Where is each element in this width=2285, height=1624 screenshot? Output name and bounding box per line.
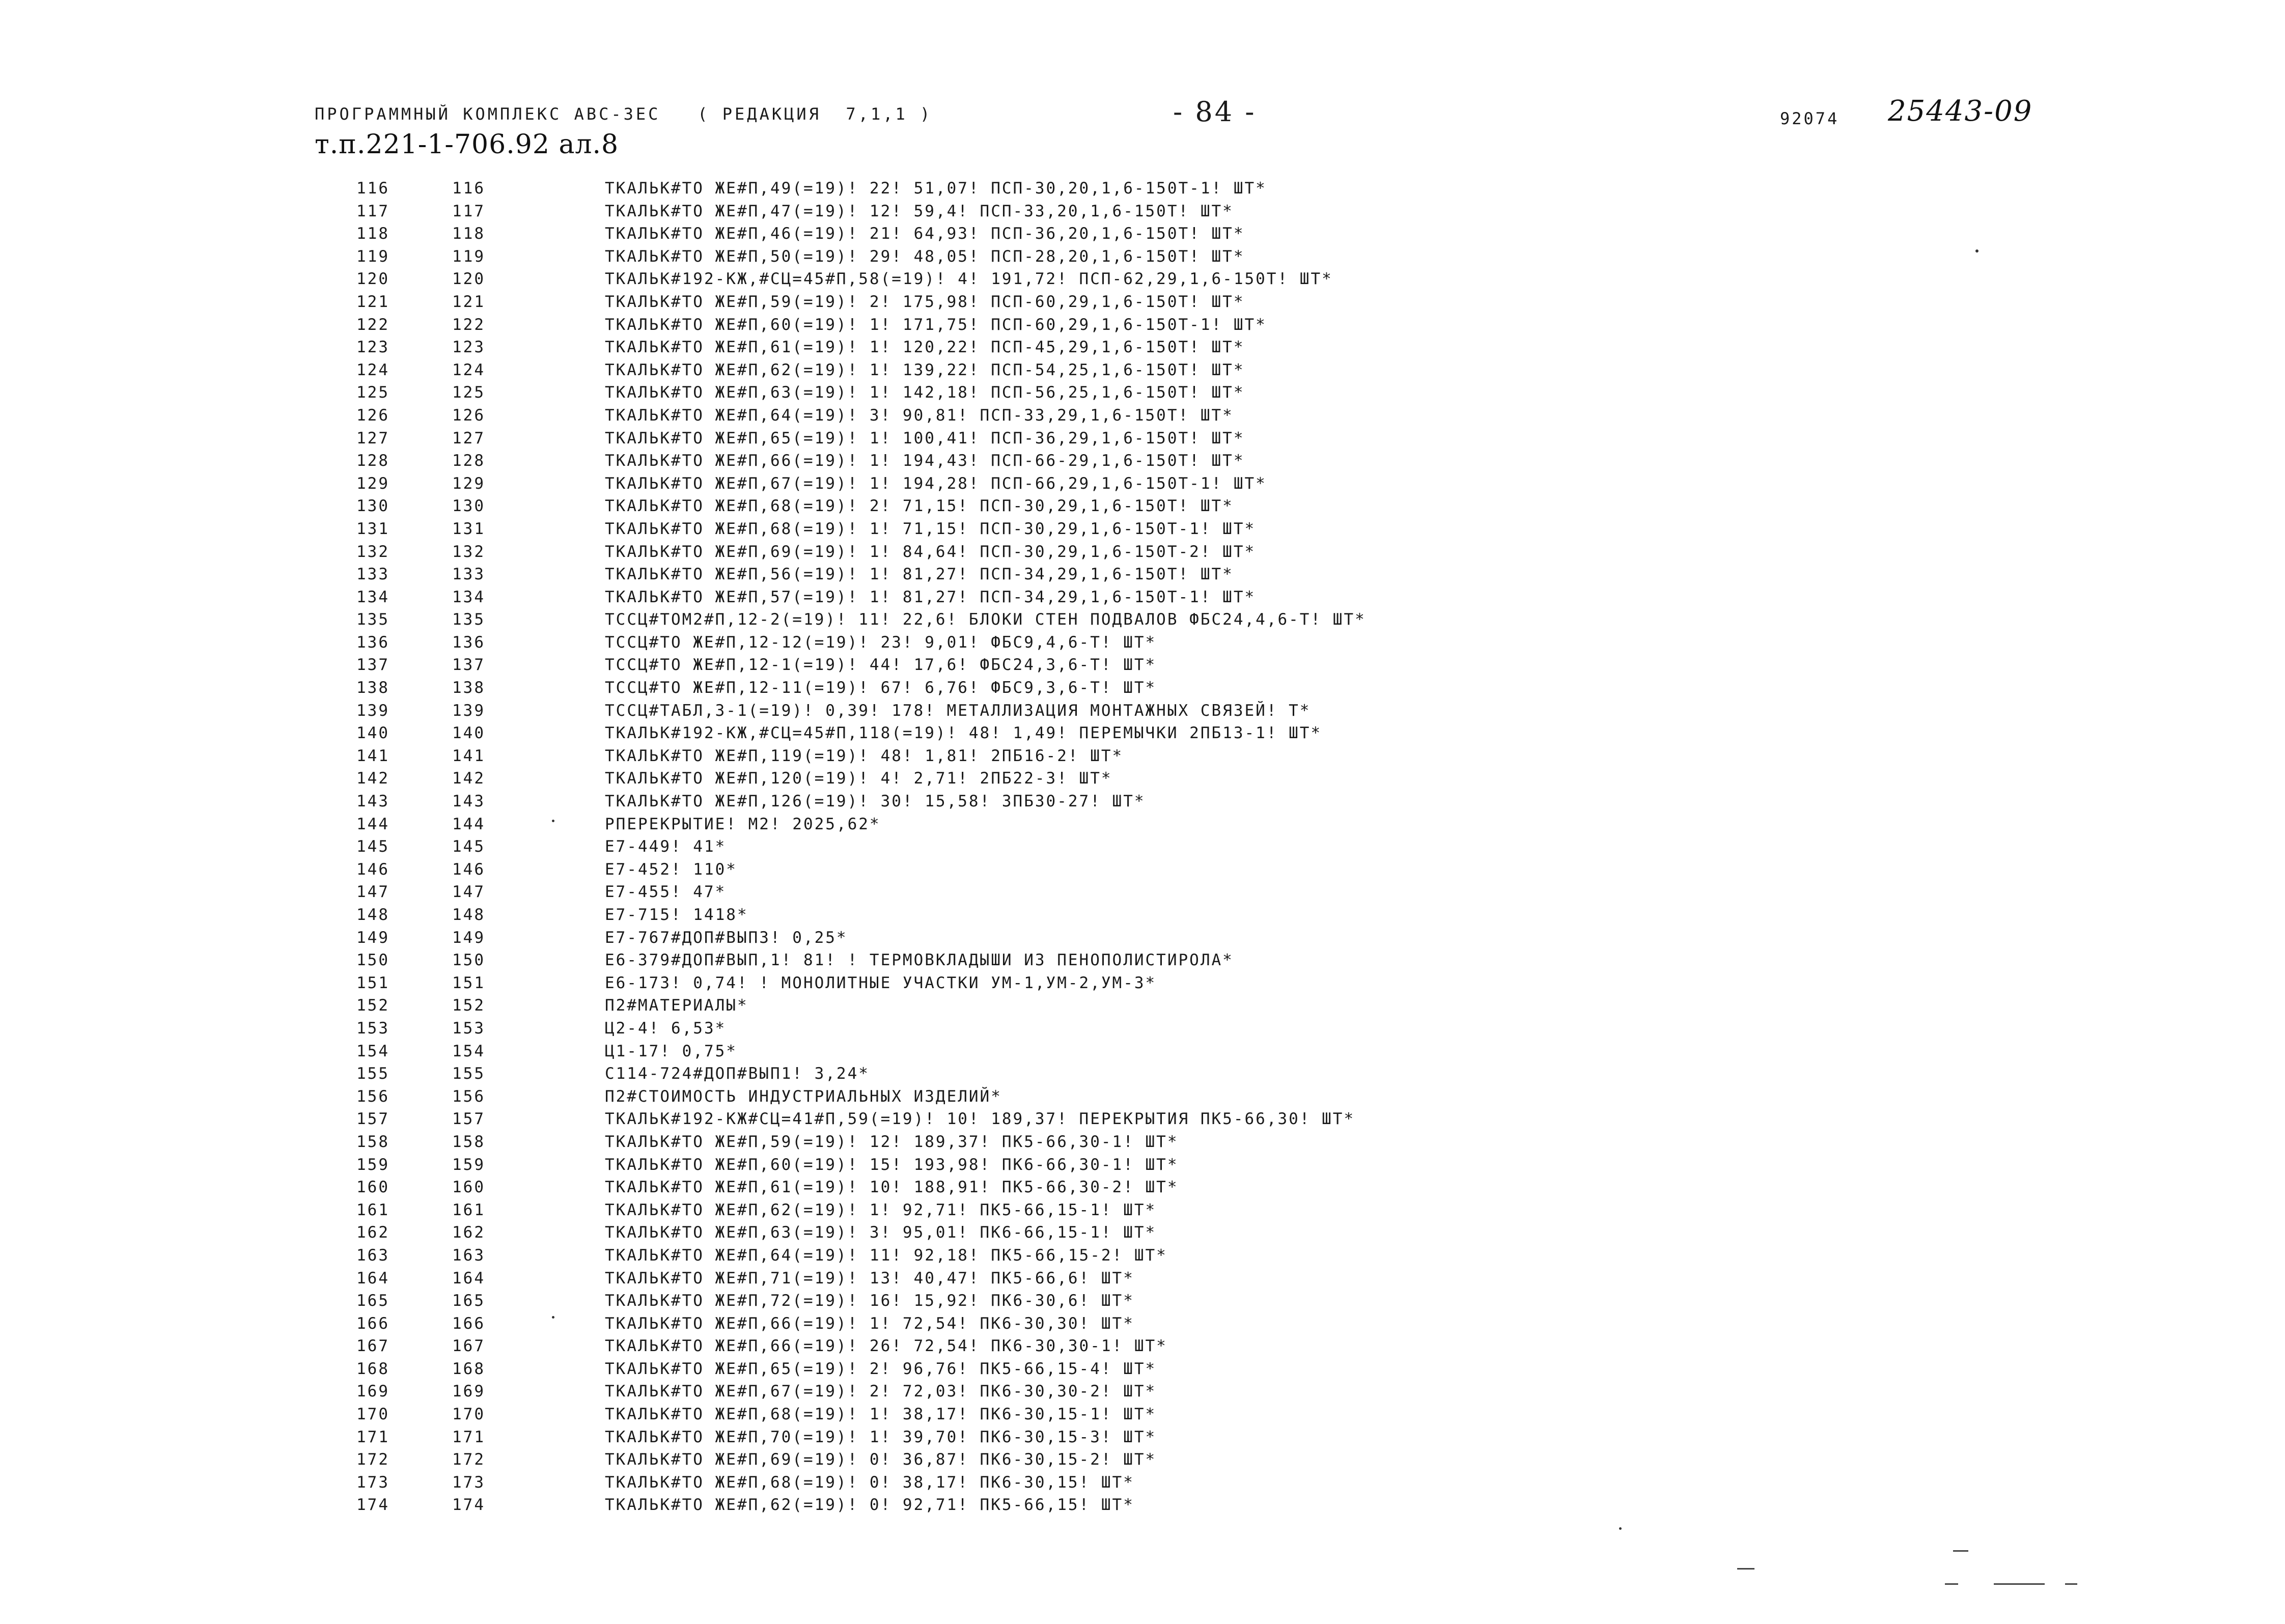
row-number: 152	[356, 996, 389, 1015]
row-statement: ТКАЛЬК#ТО ЖЕ#П,66(=19)! 26! 72,54! ПК6-30,30-1! ШТ*	[605, 1337, 1167, 1356]
listing-row	[0, 1110, 2285, 1133]
row-number: 134	[356, 587, 389, 606]
row-line-number: 129	[452, 474, 485, 493]
listing-row	[0, 497, 2285, 520]
scan-mark	[1994, 1583, 2045, 1585]
listing-row	[0, 1473, 2285, 1496]
listing-row	[0, 633, 2285, 656]
row-line-number: 156	[452, 1087, 485, 1106]
listing-row	[0, 1156, 2285, 1179]
row-number: 144	[356, 815, 389, 833]
row-number: 127	[356, 429, 389, 447]
listing-row	[0, 247, 2285, 270]
listing-row	[0, 406, 2285, 429]
row-number: 122	[356, 315, 389, 334]
row-number: 148	[356, 906, 389, 924]
listing-row	[0, 679, 2285, 702]
listing-row	[0, 383, 2285, 406]
row-line-number: 133	[452, 565, 485, 584]
listing-rows	[0, 179, 2285, 1519]
row-line-number: 122	[452, 315, 485, 334]
scan-mark	[2065, 1583, 2077, 1585]
document-subtitle: т.п.221-1-706.92 ал.8	[315, 129, 619, 160]
row-statement: Е7-767#ДОП#ВЫП3! 0,25*	[605, 928, 848, 947]
listing-row	[0, 1405, 2285, 1428]
row-statement: Ц2-4! 6,53*	[605, 1019, 727, 1038]
listing-row	[0, 1292, 2285, 1314]
row-number: 164	[356, 1269, 389, 1287]
row-line-number: 128	[452, 452, 485, 470]
row-statement: ТКАЛЬК#ТО ЖЕ#П,62(=19)! 0! 92,71! ПК5-66,15! ШТ*	[605, 1496, 1134, 1515]
row-line-number: 142	[452, 769, 485, 788]
row-line-number: 152	[452, 996, 485, 1015]
row-number: 170	[356, 1405, 389, 1424]
row-line-number: 150	[452, 951, 485, 970]
row-statement: ТКАЛЬК#ТО ЖЕ#П,57(=19)! 1! 81,27! ПСП-34,29,1,6-150Т-1! ШТ*	[605, 587, 1256, 606]
row-number: 141	[356, 746, 389, 765]
listing-row	[0, 1042, 2285, 1065]
row-number: 149	[356, 928, 389, 947]
listing-row	[0, 474, 2285, 497]
row-number: 158	[356, 1132, 389, 1151]
row-line-number: 120	[452, 270, 485, 289]
listing-row	[0, 1382, 2285, 1405]
row-number: 128	[356, 452, 389, 470]
row-statement: ТКАЛЬК#ТО ЖЕ#П,62(=19)! 1! 92,71! ПК5-66,15-1! ШТ*	[605, 1200, 1157, 1219]
listing-row	[0, 225, 2285, 247]
row-statement: ТКАЛЬК#ТО ЖЕ#П,60(=19)! 1! 171,75! ПСП-60,29,1,6-150Т-1! ШТ*	[605, 315, 1267, 334]
row-line-number: 151	[452, 973, 485, 992]
listing-row	[0, 974, 2285, 997]
row-number: 135	[356, 610, 389, 629]
row-line-number: 141	[452, 746, 485, 765]
row-statement: ТКАЛЬК#ТО ЖЕ#П,61(=19)! 10! 188,91! ПК5-66,30-2! ШТ*	[605, 1178, 1179, 1197]
row-line-number: 123	[452, 338, 485, 357]
row-line-number: 171	[452, 1427, 485, 1446]
listing-row	[0, 1269, 2285, 1292]
listing-row	[0, 1133, 2285, 1156]
row-statement: РПЕРЕКРЫТИЕ! М2! 2025,62*	[605, 815, 881, 833]
row-statement: П2#МАТЕРИАЛЫ*	[605, 996, 748, 1015]
listing-row	[0, 202, 2285, 225]
row-number: 133	[356, 565, 389, 584]
listing-row	[0, 520, 2285, 543]
row-statement: ТКАЛЬК#ТО ЖЕ#П,67(=19)! 1! 194,28! ПСП-66,29,1,6-150Т-1! ШТ*	[605, 474, 1267, 493]
row-number: 150	[356, 951, 389, 970]
row-statement: ТССЦ#ТОМ2#П,12-2(=19)! 11! 22,6! БЛОКИ СТЕН ПОДВАЛОВ ФБС24,4,6-Т! ШТ*	[605, 610, 1366, 629]
row-number: 167	[356, 1337, 389, 1356]
row-number: 136	[356, 633, 389, 652]
page-number: - 84 -	[1173, 96, 1257, 128]
row-statement: ТКАЛЬК#ТО ЖЕ#П,68(=19)! 1! 71,15! ПСП-30,29,1,6-150Т-1! ШТ*	[605, 519, 1256, 538]
row-line-number: 145	[452, 837, 485, 856]
row-line-number: 126	[452, 406, 485, 425]
row-line-number: 153	[452, 1019, 485, 1038]
row-statement: ТКАЛЬК#ТО ЖЕ#П,65(=19)! 1! 100,41! ПСП-36,29,1,6-150Т! ШТ*	[605, 429, 1245, 447]
row-line-number: 137	[452, 656, 485, 675]
row-line-number: 135	[452, 610, 485, 629]
row-line-number: 131	[452, 519, 485, 538]
row-statement: Е7-452! 110*	[605, 860, 737, 879]
listing-row	[0, 883, 2285, 906]
row-number: 169	[356, 1382, 389, 1401]
row-line-number: 116	[452, 179, 485, 198]
row-line-number: 163	[452, 1246, 485, 1265]
row-statement: ТКАЛЬК#ТО ЖЕ#П,70(=19)! 1! 39,70! ПК6-30,15-3! ШТ*	[605, 1427, 1157, 1446]
row-line-number: 130	[452, 497, 485, 516]
row-number: 160	[356, 1178, 389, 1197]
listing-row	[0, 656, 2285, 679]
row-statement: ТКАЛЬК#ТО ЖЕ#П,47(=19)! 12! 59,4! ПСП-33,20,1,6-150Т! ШТ*	[605, 202, 1234, 220]
row-statement: ТССЦ#ТО ЖЕ#П,12-11(=19)! 67! 6,76! ФБС9,3,6-Т! ШТ*	[605, 679, 1157, 697]
row-statement: ТКАЛЬК#ТО ЖЕ#П,65(=19)! 2! 96,76! ПК5-66,15-4! ШТ*	[605, 1359, 1157, 1378]
row-number: 163	[356, 1246, 389, 1265]
row-number: 155	[356, 1065, 389, 1083]
row-line-number: 169	[452, 1382, 485, 1401]
row-number: 168	[356, 1359, 389, 1378]
row-statement: ТКАЛЬК#ТО ЖЕ#П,72(=19)! 16! 15,92! ПК6-30,6! ШТ*	[605, 1292, 1134, 1310]
row-statement: Е7-455! 47*	[605, 883, 727, 902]
row-statement: ТССЦ#ТАБЛ,3-1(=19)! 0,39! 178! МЕТАЛЛИЗАЦИЯ МОНТАЖНЫХ СВЯЗЕЙ! Т*	[605, 701, 1311, 720]
listing-row	[0, 1428, 2285, 1451]
listing-row	[0, 1450, 2285, 1473]
row-number: 117	[356, 202, 389, 220]
row-statement: ТКАЛЬК#ТО ЖЕ#П,62(=19)! 1! 139,22! ПСП-54,25,1,6-150Т! ШТ*	[605, 360, 1245, 379]
row-statement: ТКАЛЬК#ТО ЖЕ#П,63(=19)! 3! 95,01! ПК6-66,15-1! ШТ*	[605, 1223, 1157, 1242]
row-statement: ТКАЛЬК#192-КЖ#СЦ=41#П,59(=19)! 10! 189,37! ПЕРЕКРЫТИЯ ПК5-66,30! ШТ*	[605, 1110, 1355, 1129]
row-number: 157	[356, 1110, 389, 1129]
row-statement: ТКАЛЬК#ТО ЖЕ#П,119(=19)! 48! 1,81! 2ПБ16-2! ШТ*	[605, 746, 1124, 765]
row-line-number: 127	[452, 429, 485, 447]
listing-row	[0, 1496, 2285, 1519]
row-line-number: 161	[452, 1200, 485, 1219]
row-number: 162	[356, 1223, 389, 1242]
handwritten-number: 25443-09	[1888, 95, 2033, 128]
row-statement: ТКАЛЬК#ТО ЖЕ#П,69(=19)! 1! 84,64! ПСП-30,29,1,6-150Т-2! ШТ*	[605, 542, 1256, 561]
row-number: 125	[356, 383, 389, 402]
row-number: 138	[356, 679, 389, 697]
row-number: 126	[356, 406, 389, 425]
row-statement: ТКАЛЬК#ТО ЖЕ#П,59(=19)! 12! 189,37! ПК5-66,30-1! ШТ*	[605, 1132, 1179, 1151]
listing-row	[0, 702, 2285, 724]
listing-row	[0, 1223, 2285, 1246]
row-line-number: 166	[452, 1314, 485, 1333]
row-number: 123	[356, 338, 389, 357]
row-line-number: 167	[452, 1337, 485, 1356]
row-number: 129	[356, 474, 389, 493]
row-line-number: 136	[452, 633, 485, 652]
listing-row	[0, 179, 2285, 202]
row-line-number: 146	[452, 860, 485, 879]
listing-row	[0, 361, 2285, 384]
listing-row	[0, 837, 2285, 860]
listing-row	[0, 565, 2285, 588]
listing-row	[0, 951, 2285, 974]
row-line-number: 159	[452, 1155, 485, 1174]
row-number: 156	[356, 1087, 389, 1106]
document-code: 92074	[1780, 109, 1840, 128]
row-line-number: 158	[452, 1132, 485, 1151]
row-statement: ТКАЛЬК#ТО ЖЕ#П,56(=19)! 1! 81,27! ПСП-34,29,1,6-150Т! ШТ*	[605, 565, 1234, 584]
row-statement: ТКАЛЬК#ТО ЖЕ#П,120(=19)! 4! 2,71! 2ПБ22-3! ШТ*	[605, 769, 1112, 788]
listing-row	[0, 588, 2285, 611]
listing-row	[0, 1360, 2285, 1383]
listing-row	[0, 792, 2285, 815]
program-header: ПРОГРАММНЫЙ КОМПЛЕКС АВС-3ЕС ( РЕДАКЦИЯ 7,1,1 )	[315, 104, 933, 124]
row-number: 145	[356, 837, 389, 856]
row-number: 132	[356, 542, 389, 561]
row-statement: ТКАЛЬК#ТО ЖЕ#П,64(=19)! 3! 90,81! ПСП-33,29,1,6-150Т! ШТ*	[605, 406, 1234, 425]
listing-row	[0, 1065, 2285, 1087]
listing-row	[0, 1246, 2285, 1269]
listing-row	[0, 769, 2285, 792]
row-line-number: 155	[452, 1065, 485, 1083]
row-number: 143	[356, 792, 389, 811]
row-number: 131	[356, 519, 389, 538]
row-number: 140	[356, 724, 389, 743]
row-line-number: 168	[452, 1359, 485, 1378]
row-statement: ТКАЛЬК#ТО ЖЕ#П,66(=19)! 1! 194,43! ПСП-66-29,1,6-150Т! ШТ*	[605, 452, 1245, 470]
row-statement: ТКАЛЬК#ТО ЖЕ#П,64(=19)! 11! 92,18! ПК5-66,15-2! ШТ*	[605, 1246, 1167, 1265]
row-statement: ТССЦ#ТО ЖЕ#П,12-12(=19)! 23! 9,01! ФБС9,4,6-Т! ШТ*	[605, 633, 1157, 652]
row-line-number: 172	[452, 1450, 485, 1469]
listing-row	[0, 316, 2285, 339]
row-statement: ТКАЛЬК#ТО ЖЕ#П,66(=19)! 1! 72,54! ПК6-30,30! ШТ*	[605, 1314, 1134, 1333]
listing-row	[0, 1178, 2285, 1201]
row-line-number: 118	[452, 225, 485, 243]
row-number: 173	[356, 1473, 389, 1492]
row-line-number: 138	[452, 679, 485, 697]
listing-row	[0, 610, 2285, 633]
row-number: 174	[356, 1496, 389, 1515]
row-number: 119	[356, 247, 389, 266]
row-line-number: 121	[452, 292, 485, 311]
row-number: 166	[356, 1314, 389, 1333]
row-number: 118	[356, 225, 389, 243]
listing-row	[0, 1314, 2285, 1337]
row-number: 161	[356, 1200, 389, 1219]
row-statement: ТКАЛЬК#ТО ЖЕ#П,60(=19)! 15! 193,98! ПК6-66,30-1! ШТ*	[605, 1155, 1179, 1174]
row-statement: Е6-379#ДОП#ВЫП,1! 81! ! ТЕРМОВКЛАДЫШИ ИЗ ПЕНОПОЛИСТИРОЛА*	[605, 951, 1234, 970]
listing-row	[0, 1201, 2285, 1224]
row-number: 172	[356, 1450, 389, 1469]
row-line-number: 117	[452, 202, 485, 220]
row-number: 153	[356, 1019, 389, 1038]
listing-row	[0, 747, 2285, 770]
row-line-number: 160	[452, 1178, 485, 1197]
row-statement: ТКАЛЬК#ТО ЖЕ#П,59(=19)! 2! 175,98! ПСП-60,29,1,6-150Т! ШТ*	[605, 292, 1245, 311]
row-statement: ТКАЛЬК#192-КЖ,#СЦ=45#П,58(=19)! 4! 191,72! ПСП-62,29,1,6-150Т! ШТ*	[605, 270, 1333, 289]
row-line-number: 119	[452, 247, 485, 266]
row-number: 171	[356, 1427, 389, 1446]
row-statement: ТКАЛЬК#ТО ЖЕ#П,69(=19)! 0! 36,87! ПК6-30,15-2! ШТ*	[605, 1450, 1157, 1469]
row-statement: ТКАЛЬК#ТО ЖЕ#П,49(=19)! 22! 51,07! ПСП-30,20,1,6-150Т-1! ШТ*	[605, 179, 1267, 198]
scan-mark	[1737, 1568, 1754, 1570]
row-statement: ТКАЛЬК#ТО ЖЕ#П,50(=19)! 29! 48,05! ПСП-28,20,1,6-150Т! ШТ*	[605, 247, 1245, 266]
listing-row	[0, 1019, 2285, 1042]
row-number: 121	[356, 292, 389, 311]
listing-row	[0, 996, 2285, 1019]
row-line-number: 139	[452, 701, 485, 720]
row-statement: ТКАЛЬК#ТО ЖЕ#П,68(=19)! 0! 38,17! ПК6-30,15! ШТ*	[605, 1473, 1134, 1492]
listing-row	[0, 724, 2285, 747]
row-line-number: 157	[452, 1110, 485, 1129]
scan-speck	[552, 820, 554, 822]
row-number: 139	[356, 701, 389, 720]
row-number: 159	[356, 1155, 389, 1174]
row-number: 130	[356, 497, 389, 516]
listing-row	[0, 293, 2285, 316]
row-statement: ТКАЛЬК#ТО ЖЕ#П,126(=19)! 30! 15,58! 3ПБ30-27! ШТ*	[605, 792, 1146, 811]
row-statement: Е6-173! 0,74! ! МОНОЛИТНЫЕ УЧАСТКИ УМ-1,УМ-2,УМ-3*	[605, 973, 1157, 992]
scan-speck	[1619, 1527, 1622, 1530]
row-statement: Ц1-17! 0,75*	[605, 1042, 737, 1060]
row-line-number: 149	[452, 928, 485, 947]
row-line-number: 154	[452, 1042, 485, 1060]
row-line-number: 162	[452, 1223, 485, 1242]
row-number: 142	[356, 769, 389, 788]
row-statement: ТССЦ#ТО ЖЕ#П,12-1(=19)! 44! 17,6! ФБС24,3,6-Т! ШТ*	[605, 656, 1157, 675]
row-number: 165	[356, 1292, 389, 1310]
scan-mark	[1953, 1550, 1968, 1552]
row-line-number: 124	[452, 360, 485, 379]
listing-row	[0, 270, 2285, 293]
row-line-number: 148	[452, 906, 485, 924]
row-line-number: 173	[452, 1473, 485, 1492]
row-number: 116	[356, 179, 389, 198]
scan-speck	[552, 1316, 554, 1319]
row-number: 147	[356, 883, 389, 902]
row-line-number: 144	[452, 815, 485, 833]
row-number: 154	[356, 1042, 389, 1060]
row-number: 124	[356, 360, 389, 379]
listing-row	[0, 1337, 2285, 1360]
row-line-number: 147	[452, 883, 485, 902]
row-statement: Е7-449! 41*	[605, 837, 727, 856]
row-statement: ТКАЛЬК#ТО ЖЕ#П,63(=19)! 1! 142,18! ПСП-56,25,1,6-150Т! ШТ*	[605, 383, 1245, 402]
row-line-number: 140	[452, 724, 485, 743]
row-statement: Е7-715! 1418*	[605, 906, 748, 924]
row-line-number: 143	[452, 792, 485, 811]
listing-row	[0, 929, 2285, 951]
row-line-number: 174	[452, 1496, 485, 1515]
row-number: 146	[356, 860, 389, 879]
scan-speck	[1975, 249, 1979, 253]
listing-row	[0, 860, 2285, 883]
row-number: 120	[356, 270, 389, 289]
row-statement: ТКАЛЬК#ТО ЖЕ#П,68(=19)! 2! 71,15! ПСП-30,29,1,6-150Т! ШТ*	[605, 497, 1234, 516]
row-line-number: 132	[452, 542, 485, 561]
scan-mark	[1945, 1583, 1958, 1585]
row-statement: ТКАЛЬК#ТО ЖЕ#П,68(=19)! 1! 38,17! ПК6-30,15-1! ШТ*	[605, 1405, 1157, 1424]
row-statement: ТКАЛЬК#ТО ЖЕ#П,61(=19)! 1! 120,22! ПСП-45,29,1,6-150Т! ШТ*	[605, 338, 1245, 357]
listing-row	[0, 338, 2285, 361]
row-statement: П2#СТОИМОСТЬ ИНДУСТРИАЛЬНЫХ ИЗДЕЛИЙ*	[605, 1087, 1002, 1106]
row-line-number: 170	[452, 1405, 485, 1424]
row-line-number: 134	[452, 587, 485, 606]
row-number: 151	[356, 973, 389, 992]
listing-row	[0, 906, 2285, 929]
listing-row	[0, 1087, 2285, 1110]
row-statement: ТКАЛЬК#ТО ЖЕ#П,71(=19)! 13! 40,47! ПК5-66,6! ШТ*	[605, 1269, 1134, 1287]
row-statement: ТКАЛЬК#ТО ЖЕ#П,67(=19)! 2! 72,03! ПК6-30,30-2! ШТ*	[605, 1382, 1157, 1401]
row-line-number: 165	[452, 1292, 485, 1310]
listing-row	[0, 429, 2285, 452]
row-statement: С114-724#ДОП#ВЫП1! 3,24*	[605, 1065, 870, 1083]
listing-row	[0, 815, 2285, 838]
listing-row	[0, 543, 2285, 566]
row-line-number: 125	[452, 383, 485, 402]
row-line-number: 164	[452, 1269, 485, 1287]
listing-row	[0, 452, 2285, 474]
row-number: 137	[356, 656, 389, 675]
row-statement: ТКАЛЬК#ТО ЖЕ#П,46(=19)! 21! 64,93! ПСП-36,20,1,6-150Т! ШТ*	[605, 225, 1245, 243]
row-statement: ТКАЛЬК#192-КЖ,#СЦ=45#П,118(=19)! 48! 1,49! ПЕРЕМЫЧКИ 2ПБ13-1! ШТ*	[605, 724, 1322, 743]
